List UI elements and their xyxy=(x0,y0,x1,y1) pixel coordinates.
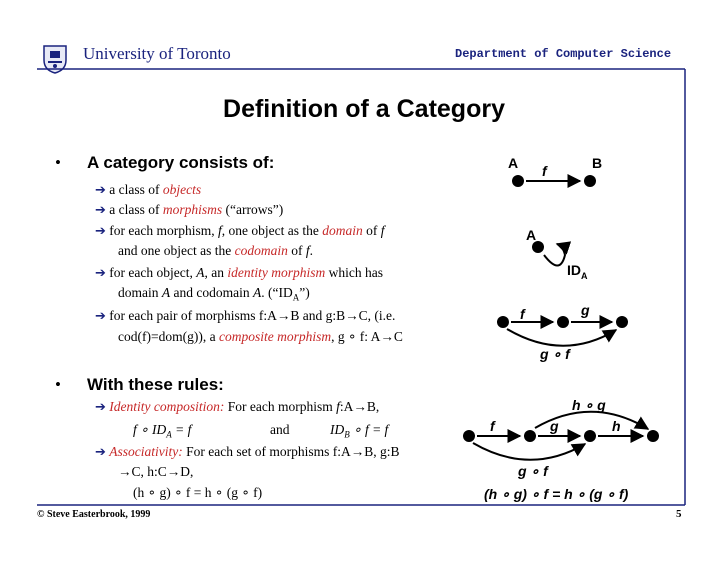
t: and one object as the xyxy=(118,243,235,258)
object-node xyxy=(584,430,596,442)
item-objects-em: objects xyxy=(162,182,202,197)
d4-label-hog: h ∘ g xyxy=(572,397,606,413)
t: For each set of morphisms f:A→B, g:B xyxy=(182,444,400,459)
t: ID xyxy=(330,422,345,437)
header-department: Department of Computer Science xyxy=(455,47,672,61)
t: of xyxy=(362,223,381,238)
t: f xyxy=(305,243,310,258)
item-objects-pre: a class of xyxy=(109,182,163,197)
arrow-right-icon: ➔ xyxy=(95,224,106,239)
t: of xyxy=(287,243,306,258)
page-number: 5 xyxy=(676,508,682,520)
item-morphisms-pre: a class of xyxy=(109,202,163,217)
d1-label-f: f xyxy=(542,163,547,179)
t: f xyxy=(336,399,340,414)
t: For each morphism xyxy=(224,399,337,414)
object-node xyxy=(497,316,509,328)
t: . xyxy=(309,243,313,258)
t: cod(f)=dom(g)), a xyxy=(118,329,219,344)
arrow-right-icon: ➔ xyxy=(95,400,106,415)
t: A xyxy=(166,429,172,440)
t: A xyxy=(581,270,588,281)
identity-arrow xyxy=(544,244,565,266)
d3-label-f: f xyxy=(520,306,525,322)
t: A xyxy=(252,285,262,300)
composite-arrow xyxy=(507,329,616,346)
rule-assoc-eq: (h ∘ g) ∘ f = h ∘ (g ∘ f) xyxy=(133,485,263,500)
arrow-right-icon: ➔ xyxy=(95,183,106,198)
t: A xyxy=(292,292,300,303)
t: ID xyxy=(567,262,581,278)
d4-label-h: h xyxy=(612,418,621,434)
rule-identity-and: and xyxy=(270,422,290,437)
arrow-right-icon: ➔ xyxy=(95,203,106,218)
t: f xyxy=(380,223,385,238)
object-node xyxy=(584,175,596,187)
d4-label-f: f xyxy=(490,418,495,434)
d1-label-B: B xyxy=(592,155,603,171)
t: , one object as the xyxy=(221,223,323,238)
object-node xyxy=(524,430,536,442)
t: and codomain xyxy=(170,285,253,300)
slide-title: Definition of a Category xyxy=(223,95,505,123)
t: , g ∘ f: A→C xyxy=(331,329,403,344)
arrow-right-icon: ➔ xyxy=(95,309,106,324)
t: domain xyxy=(118,285,162,300)
object-node xyxy=(557,316,569,328)
t: , an xyxy=(204,265,228,280)
t: . (“ID xyxy=(261,285,293,300)
bullet-dot: • xyxy=(55,375,61,394)
bullet-dot: • xyxy=(55,153,61,172)
t: composite morphism xyxy=(218,329,332,344)
d4-caption: (h ∘ g) ∘ f = h ∘ (g ∘ f) xyxy=(484,486,629,502)
t: B xyxy=(344,429,350,440)
d1-label-A: A xyxy=(508,155,519,171)
header-university: University of Toronto xyxy=(83,44,231,63)
d4-label-gof: g ∘ f xyxy=(518,463,548,479)
section1-heading: A category consists of: xyxy=(87,153,275,172)
object-node xyxy=(512,175,524,187)
item-morphisms-em: morphisms xyxy=(162,202,223,217)
object-node xyxy=(463,430,475,442)
t: codomain xyxy=(234,243,288,258)
t: domain xyxy=(322,223,363,238)
t: ∘ f = f xyxy=(349,422,389,437)
d4-label-g: g xyxy=(550,418,559,434)
section2-heading: With these rules: xyxy=(87,375,224,394)
arrow-right-icon: ➔ xyxy=(95,266,106,281)
d3-label-gof: g ∘ f xyxy=(540,346,570,362)
object-node xyxy=(616,316,628,328)
t: A xyxy=(161,285,171,300)
footer-copyright: © Steve Easterbrook, 1999 xyxy=(37,509,151,520)
t: A xyxy=(196,265,205,280)
t: Associativity: xyxy=(109,444,183,459)
t: f xyxy=(218,223,222,238)
object-node xyxy=(647,430,659,442)
d3-label-g: g xyxy=(581,302,590,318)
item-morphisms-post: (“arrows”) xyxy=(222,202,284,217)
t: for each object, xyxy=(109,265,197,280)
t: which has xyxy=(325,265,383,280)
t: f ∘ ID xyxy=(133,422,167,437)
t: for each morphism, xyxy=(109,223,218,238)
t: identity morphism xyxy=(227,265,326,280)
t: Identity composition: xyxy=(109,399,225,414)
t: for each pair of morphisms f:A→B and g:B→C, (i.e. xyxy=(109,308,396,323)
d2-label-id xyxy=(567,262,588,281)
rule-assoc-cont: →C, h:C→D, xyxy=(118,464,194,479)
t: ”) xyxy=(299,285,310,300)
composite-arrow xyxy=(473,443,585,460)
arrow-right-icon: ➔ xyxy=(95,445,106,460)
t: :A→B, xyxy=(339,399,380,414)
d2-label-A: A xyxy=(526,227,537,243)
t: = f xyxy=(171,422,192,437)
